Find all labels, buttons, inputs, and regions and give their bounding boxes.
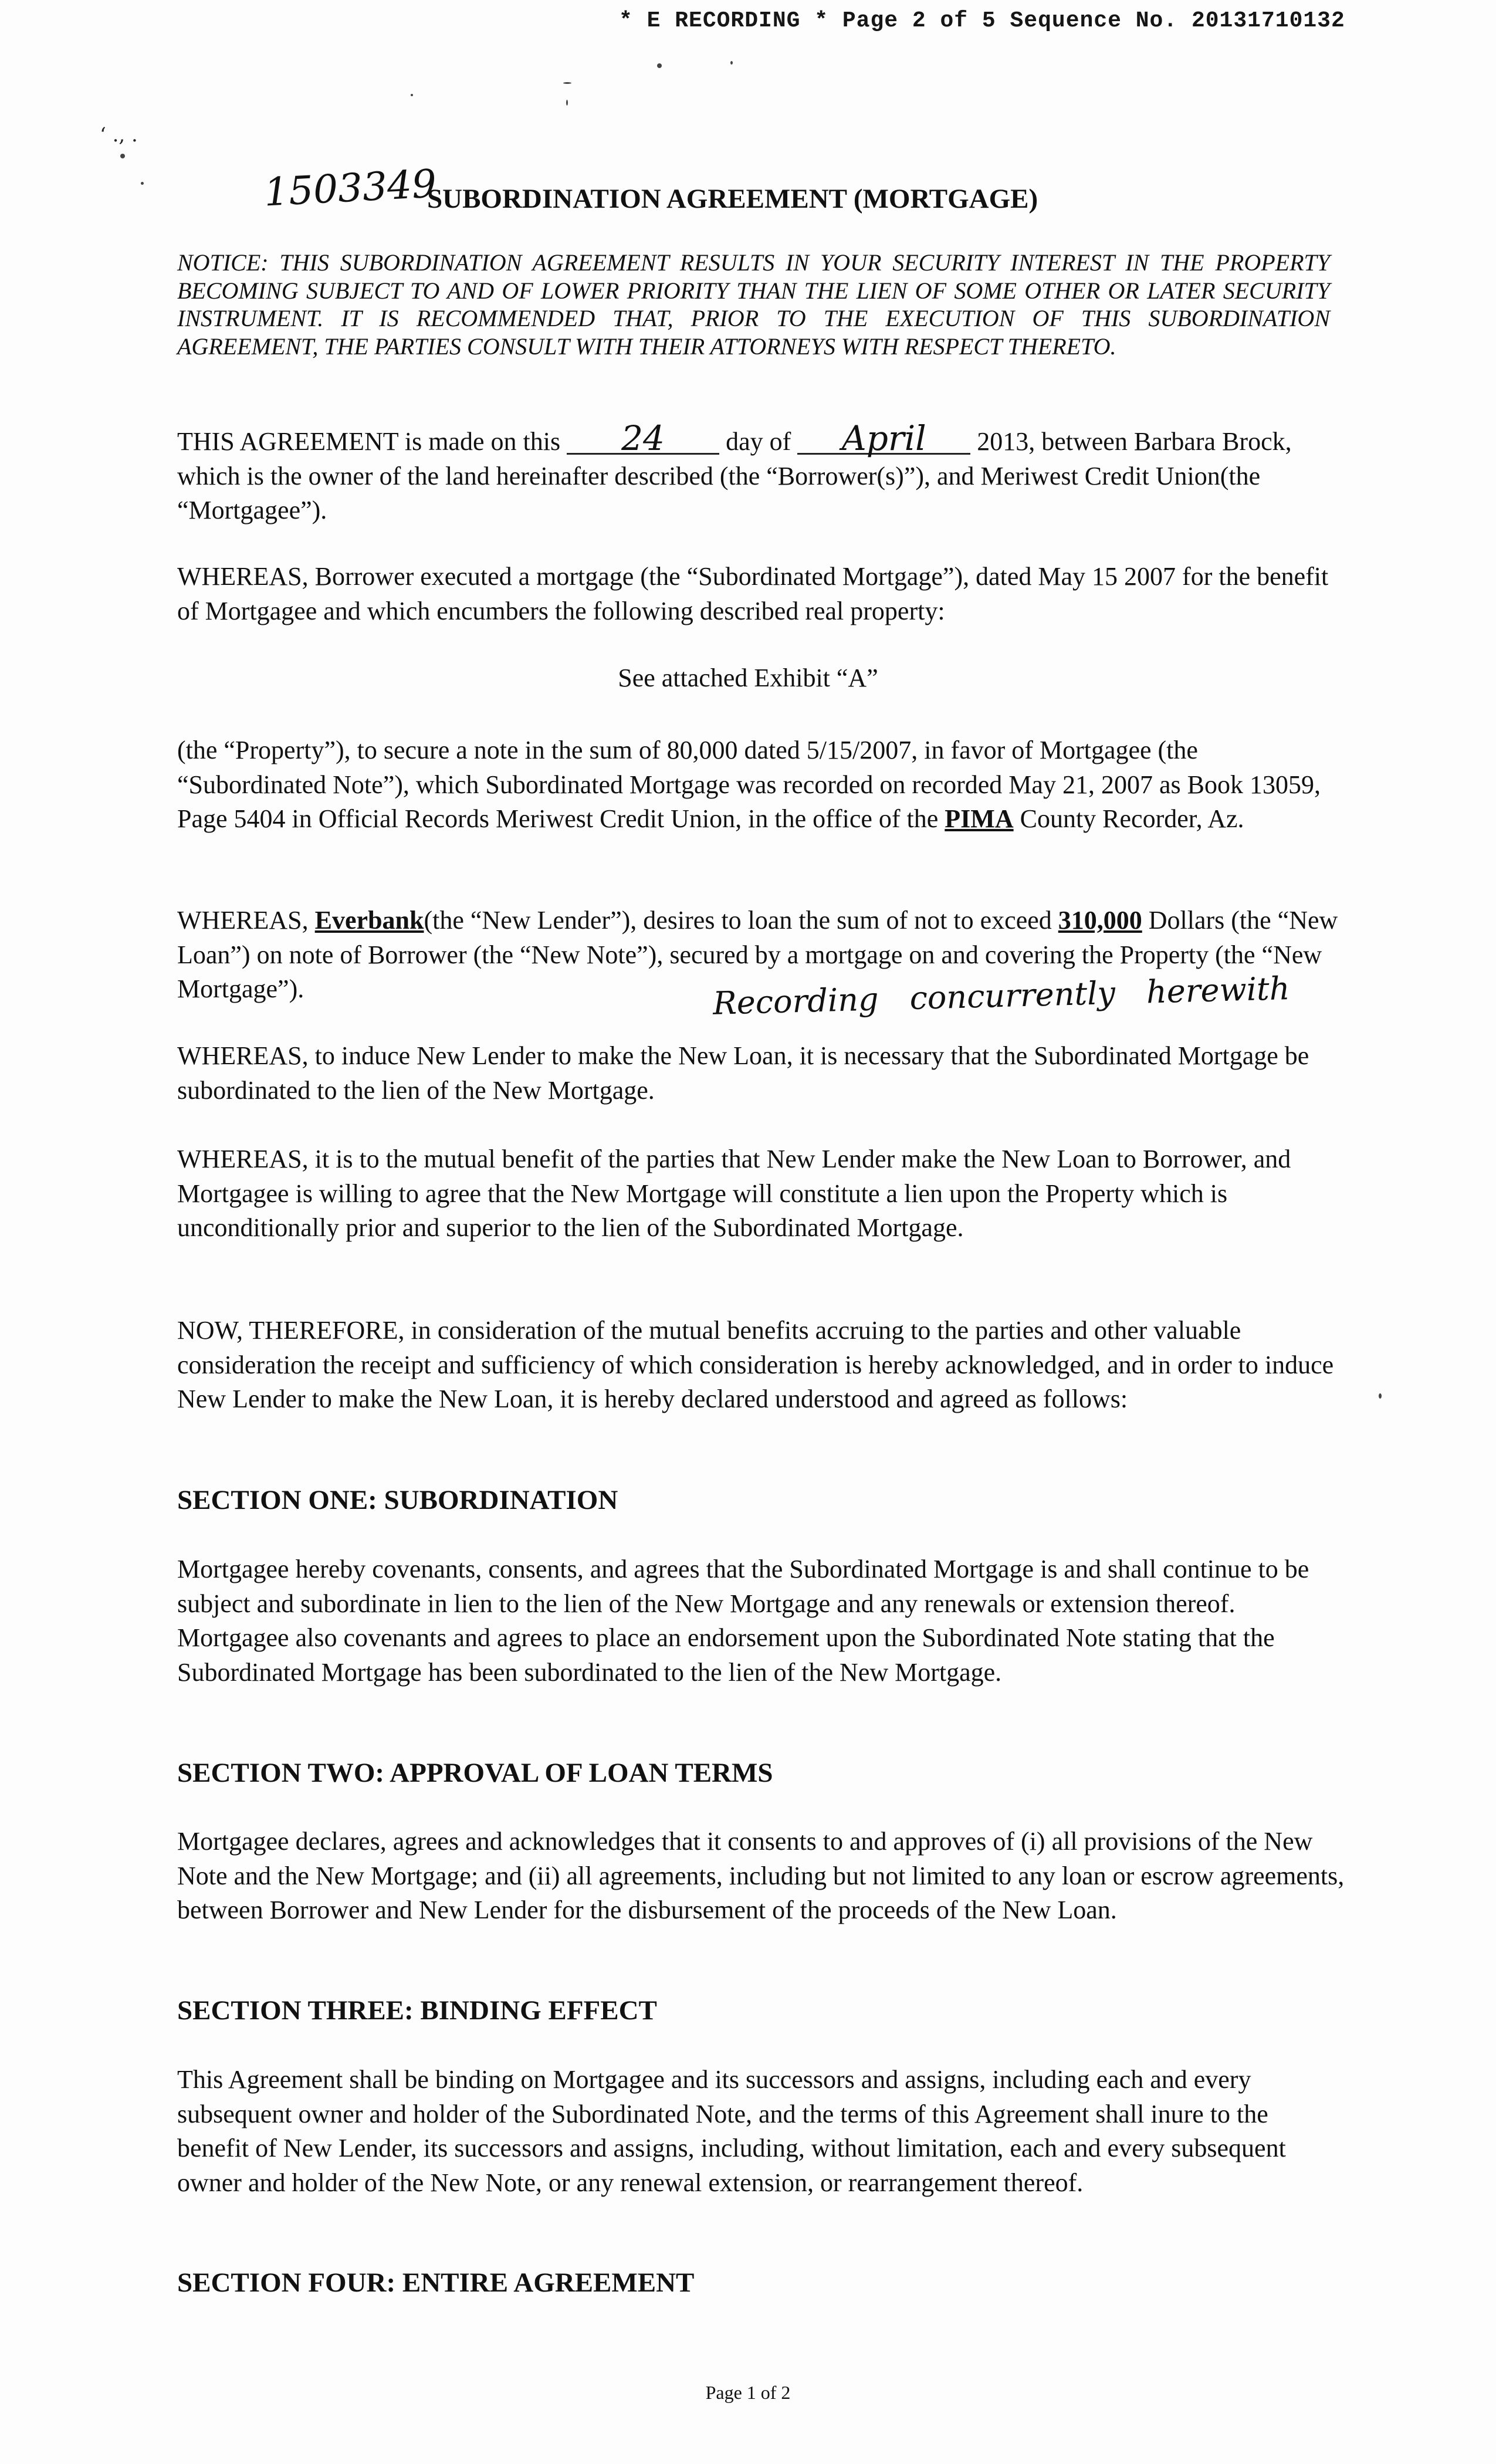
scan-speck — [141, 182, 144, 185]
scan-speck — [730, 61, 733, 65]
whereas2-mid: (the “New Lender”), desires to loan the sum of not to exceed — [424, 906, 1052, 935]
section-three-heading: SECTION THREE: BINDING EFFECT — [177, 1995, 657, 2026]
loan-amount: 310,000 — [1058, 906, 1142, 935]
scan-speck — [120, 154, 125, 158]
page-footer: Page 1 of 2 — [705, 2382, 791, 2403]
section-two-text: Mortgagee declares, agrees and acknowledges that it consents to and approves of (i) all provisions of the New Note and the New Mortgage; and (ii) all agreements, including but not limited to any loan or escrow agreements, between Borrower and New Lender for the disbursement of the proceeds of the New Loan. — [177, 1827, 1345, 1924]
now-therefore-paragraph: NOW, THEREFORE, in consideration of the mutual benefits accruing to the parties and other valuable consideration the receipt and sufficiency of which consideration is hereby acknowledged, and in order to induce New Lender to make the New Loan, it is hereby declared understood and agreed as follows: — [177, 1316, 1334, 1413]
document-title: SUBORDINATION AGREEMENT (MORTGAGE) — [427, 184, 1038, 214]
property-text-end: County Recorder, Az. — [1020, 804, 1244, 833]
property-text: (the “Property”), to secure a note in the sum of 80,000 dated 5/15/2007, in favor of Mortgagee (the “Subordinated Note”), which Subordinated Mortgage was recorded on recorded May 21, 2007 as Book 13059, Page 5404 in Official Records Meriwest Credit Union, in the office of the — [177, 736, 1321, 833]
section-one-text: Mortgagee hereby covenants, consents, and agrees that the Subordinated Mortgage is and shall continue to be subject and subordinate in lien to the lien of the New Mortgage and any renewals or extension thereof. Mortgagee also covenants and agrees to place an endorsement upon the Subordinated Note stating that the Subordinated Mortgage has been subordinated to the lien of the New Mortgage. — [177, 1555, 1309, 1687]
scan-speck — [563, 82, 571, 84]
intro-rest: Barbara Brock, which is the owner of the land hereinafter described (the “Borrower(s)”), and Meriwest Credit Union(the “Mortgagee”). — [177, 427, 1292, 524]
intro-mid: day of — [726, 427, 791, 456]
scan-mark: ‘ ., . — [100, 123, 138, 147]
new-lender-name: Everbank — [314, 906, 424, 935]
handwritten-recording-note: Recording concurrently herewith — [712, 970, 1291, 1022]
whereas2-rest: Dollars (the “New Loan”) on note of Borrower (the “New Note”), secured by a mortgage on and covering the Property (the “New Mortgage”). — [177, 906, 1338, 1003]
day-blank: 24 — [567, 424, 719, 455]
whereas-paragraph-4: WHEREAS, it is to the mutual benefit of the parties that New Lender make the New Loan to Borrower, and Mortgagee is willing to agree that the New Mortgage will constitute a lien upon the Property which is unconditionally prior and superior to the lien of the Subordinated Mortgage. — [177, 1145, 1291, 1242]
whereas-paragraph-1: WHEREAS, Borrower executed a mortgage (the “Subordinated Mortgage”), dated May 15 2007 for the benefit of Mortgagee and which encumbers the following described real property: — [177, 562, 1329, 625]
section-three-text: This Agreement shall be binding on Mortgagee and its successors and assigns, including each and every subsequent owner and holder of the Subordinated Note, and the terms of this Agreement shall inure to the benefit of New Lender, its successors and assigns, including, without limitation, each and every subsequent owner and holder of the New Note, or any renewal extension, or rearrangement thereof. — [177, 2065, 1286, 2197]
intro-prefix: THIS AGREEMENT is made on this — [177, 427, 561, 456]
whereas2-prefix: WHEREAS, — [177, 906, 309, 935]
intro-suffix: 2013, between — [977, 427, 1128, 456]
property-paragraph — [177, 733, 1345, 837]
section-four-heading: SECTION FOUR: ENTIRE AGREEMENT — [177, 2267, 695, 2298]
county-name: PIMA — [945, 804, 1014, 833]
scan-speck — [411, 94, 413, 96]
exhibit-reference: See attached Exhibit “A” — [618, 664, 878, 692]
scan-speck — [1379, 1393, 1382, 1399]
whereas-paragraph-3: WHEREAS, to induce New Lender to make the New Loan, it is necessary that the Subordinated Mortgage be subordinated to the lien of the New Mortgage. — [177, 1041, 1309, 1105]
notice-paragraph: NOTICE: THIS SUBORDINATION AGREEMENT RESULTS IN YOUR SECURITY INTEREST IN THE PROPERTY BECOMING SUBJECT TO AND OF LOWER PRIORITY THAN THE LIEN OF SOME OTHER OR LATER SECURITY INSTRUMENT. IT IS RECOMMENDED THAT, PRIOR TO THE EXECUTION OF THIS SUBORDINATION AGREEMENT, THE PARTIES CONSULT WITH THEIR ATTORNEYS WITH RESPECT THERETO. — [177, 249, 1330, 360]
scan-speck — [657, 63, 662, 68]
section-two-heading: SECTION TWO: APPROVAL OF LOAN TERMS — [177, 1758, 773, 1788]
scan-speck — [566, 100, 568, 106]
handwritten-document-number: 1503349 — [263, 161, 438, 215]
section-one-heading: SECTION ONE: SUBORDINATION — [177, 1485, 618, 1515]
recording-stamp: * E RECORDING * Page 2 of 5 Sequence No. 20131710132 — [619, 8, 1345, 33]
month-blank: April — [797, 424, 970, 455]
intro-paragraph — [177, 418, 1345, 528]
